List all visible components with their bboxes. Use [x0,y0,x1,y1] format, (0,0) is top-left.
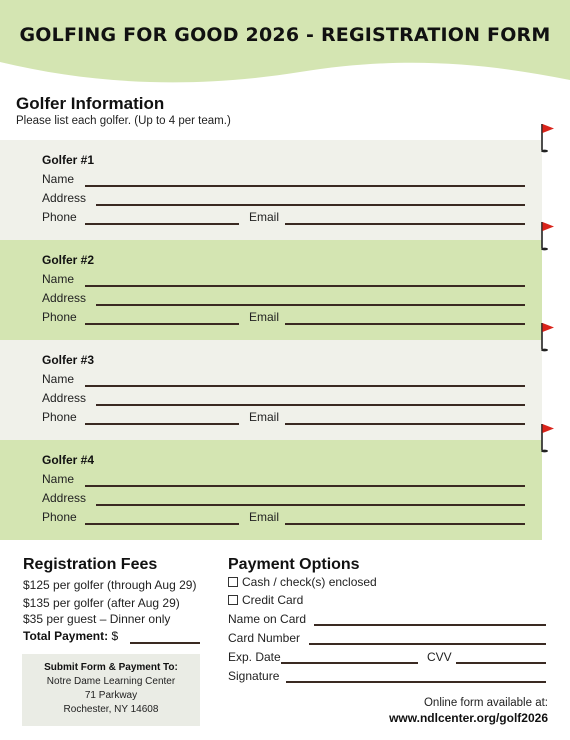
golfer-3-address-label: Address [42,391,87,405]
total-payment-field[interactable] [130,642,200,644]
golfer-3-name-label: Name [42,372,75,386]
golfer-1-email-label: Email [249,210,280,224]
golfer-2-email-field[interactable] [285,323,525,325]
golfer-3-phone-label: Phone [42,410,77,424]
golfer-info-heading: Golfer Information [16,94,165,113]
golfer-4-phone-label: Phone [42,510,77,524]
online-form-note: Online form available at: [423,697,548,709]
golfer-3-title: Golfer #3 [42,353,95,367]
name-on-card-field[interactable] [314,624,546,626]
golfer-3-address-field[interactable] [96,404,525,406]
submit-org: Notre Dame Learning Center [46,676,176,687]
form-title: GOLFING FOR GOOD 2026 - REGISTRATION FORM [19,24,551,46]
golfer-4-email-label: Email [249,510,280,524]
submit-address-box [22,654,200,726]
golfer-2-title: Golfer #2 [42,253,95,267]
golfer-4-name-field[interactable] [85,485,525,487]
golfer-2-address-field[interactable] [96,304,525,306]
golfer-1-address-label: Address [42,191,87,205]
credit-card-option[interactable] [228,593,303,607]
submit-city: Rochester, NY 14608 [63,704,159,715]
header-wave-graphic [0,0,570,92]
golfer-2-phone-label: Phone [42,310,77,324]
golfer-1-phone-field[interactable] [85,223,239,225]
golfer-1-name-label: Name [42,172,75,186]
golfer-3-email-field[interactable] [285,423,525,425]
total-payment-currency: $ [111,629,119,643]
golfer-1-name-field[interactable] [85,185,525,187]
cash-option-label: Cash / check(s) enclosed [242,575,377,589]
fee-line: $125 per golfer (through Aug 29) [23,578,197,592]
golfer-3-email-label: Email [249,410,280,424]
credit-card-option-label: Credit Card [242,593,304,607]
golfer-4-name-label: Name [42,472,75,486]
golf-flag-icon [538,422,558,456]
signature-field[interactable] [286,681,546,683]
golfer-4-phone-field[interactable] [85,523,239,525]
golfer-2-phone-field[interactable] [85,323,239,325]
card-number-label: Card Number [228,631,301,645]
fee-line: $135 per golfer (after Aug 29) [23,596,180,610]
golfer-1-phone-label: Phone [42,210,77,224]
total-payment-row [23,629,118,643]
golfer-4-address-label: Address [42,491,87,505]
golfer-2-name-field[interactable] [85,285,525,287]
card-number-field[interactable] [309,643,546,645]
golfer-4-title: Golfer #4 [42,453,95,467]
golfer-2-email-label: Email [249,310,280,324]
golfer-1-address-field[interactable] [96,204,525,206]
cvv-field[interactable] [456,662,546,664]
cash-option[interactable] [228,575,377,589]
name-on-card-label: Name on Card [228,612,307,626]
golfer-2-section [0,240,542,340]
golfer-info-subheading: Please list each golfer. (Up to 4 per team.) [16,115,231,127]
golfer-3-name-field[interactable] [85,385,525,387]
golfer-1-email-field[interactable] [285,223,525,225]
registration-fees-heading: Registration Fees [23,556,158,573]
golf-flag-icon [538,321,558,355]
credit-card-checkbox[interactable] [228,595,238,605]
golfer-4-section [0,440,542,540]
golfer-2-address-label: Address [42,291,87,305]
cash-checkbox[interactable] [228,577,238,587]
golfer-1-section [0,140,542,240]
payment-options-heading: Payment Options [228,556,360,573]
signature-label: Signature [228,669,280,683]
golfer-2-name-label: Name [42,272,75,286]
exp-date-label: Exp. Date [228,650,281,664]
golf-flag-icon [538,122,558,156]
golf-flag-icon [538,220,558,254]
fee-line: $35 per guest – Dinner only [23,612,171,626]
total-payment-label: Total Payment: [23,629,109,643]
submit-street: 71 Parkway [84,690,138,701]
golfer-4-email-field[interactable] [285,523,525,525]
cvv-label: CVV [427,650,452,664]
exp-date-field[interactable] [281,662,418,664]
golfer-3-phone-field[interactable] [85,423,239,425]
golfer-4-address-field[interactable] [96,504,525,506]
golfer-3-section [0,340,542,440]
online-form-url[interactable]: www.ndlcenter.org/golf2026 [389,711,548,725]
submit-heading: Submit Form & Payment To: [44,662,178,673]
header-banner [0,0,570,92]
golfer-1-title: Golfer #1 [42,153,95,167]
